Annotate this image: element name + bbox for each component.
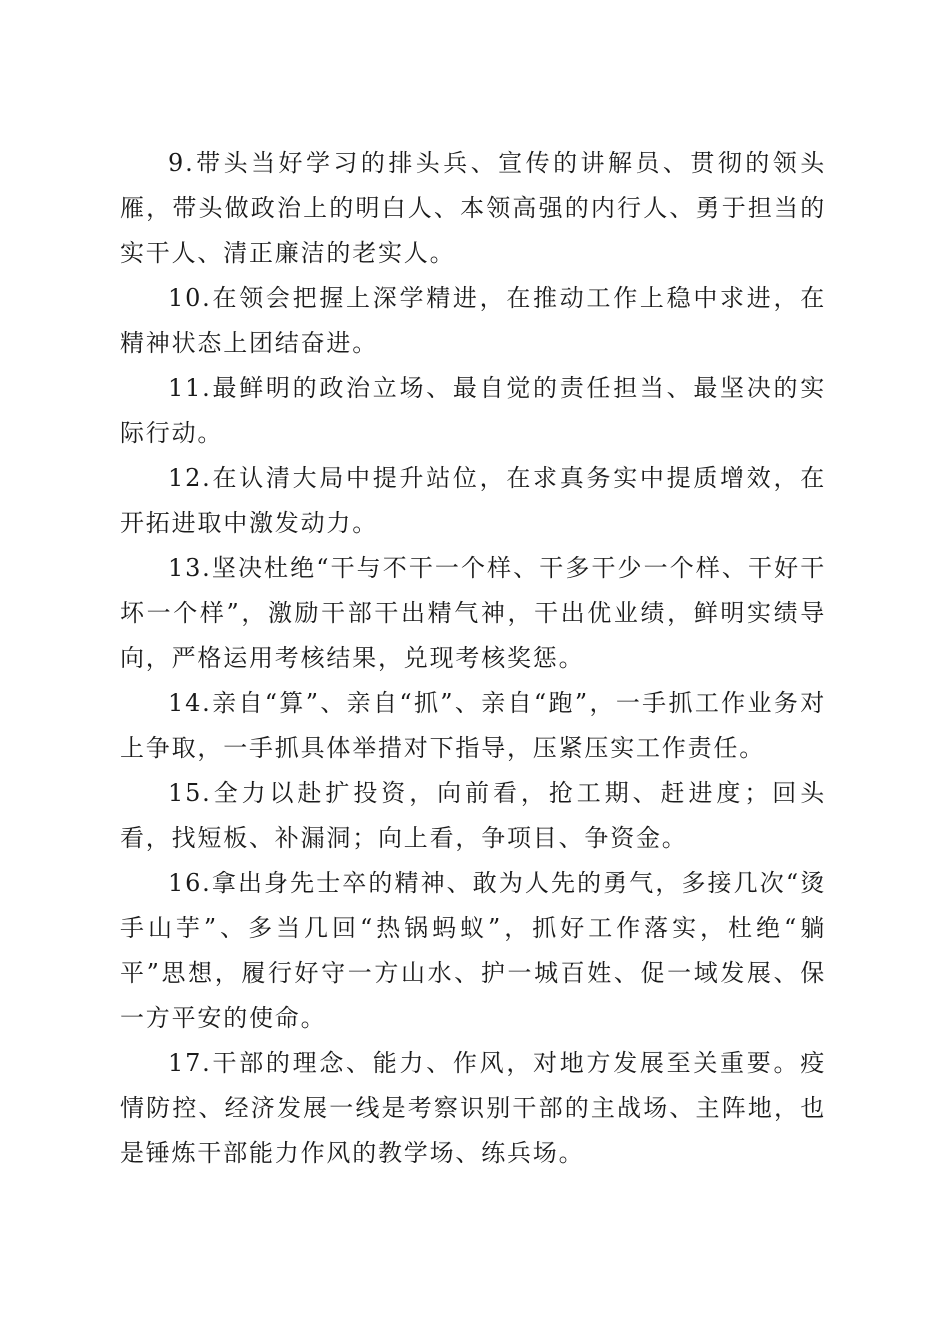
paragraph-16: 16.拿出身先士卒的精神、敢为人先的勇气，多接几次“烫手山芋”、多当几回“热锅蚂蚁”，抓好工作落实，杜绝“躺平”思想，履行好守一方山水、护一城百姓、促一域发展、保一方平安的使命。 xyxy=(120,869,826,1032)
document-body xyxy=(120,141,826,1176)
paragraph-17: 17.干部的理念、能力、作风，对地方发展至关重要。疫情防控、经济发展一线是考察识别干部的主战场、主阵地，也是锤炼干部能力作风的教学场、练兵场。 xyxy=(120,1049,826,1167)
paragraph-11: 11.最鲜明的政治立场、最自觉的责任担当、最坚决的实际行动。 xyxy=(120,374,826,447)
paragraph-9: 9.带头当好学习的排头兵、宣传的讲解员、贯彻的领头雁，带头做政治上的明白人、本领高强的内行人、勇于担当的实干人、清正廉洁的老实人。 xyxy=(120,149,826,267)
paragraph-13: 13.坚决杜绝“干与不干一个样、干多干少一个样、干好干坏一个样”，激励干部干出精气神，干出优业绩，鲜明实绩导向，严格运用考核结果，兑现考核奖惩。 xyxy=(120,554,826,672)
paragraph-12: 12.在认清大局中提升站位，在求真务实中提质增效，在开拓进取中激发动力。 xyxy=(120,464,826,537)
paragraph-15: 15.全力以赴扩投资，向前看，抢工期、赶进度；回头看，找短板、补漏洞；向上看，争项目、争资金。 xyxy=(120,779,826,852)
paragraph-10: 10.在领会把握上深学精进，在推动工作上稳中求进，在精神状态上团结奋进。 xyxy=(120,284,826,357)
paragraph-14: 14.亲自“算”、亲自“抓”、亲自“跑”，一手抓工作业务对上争取，一手抓具体举措对下指导，压紧压实工作责任。 xyxy=(120,689,826,762)
